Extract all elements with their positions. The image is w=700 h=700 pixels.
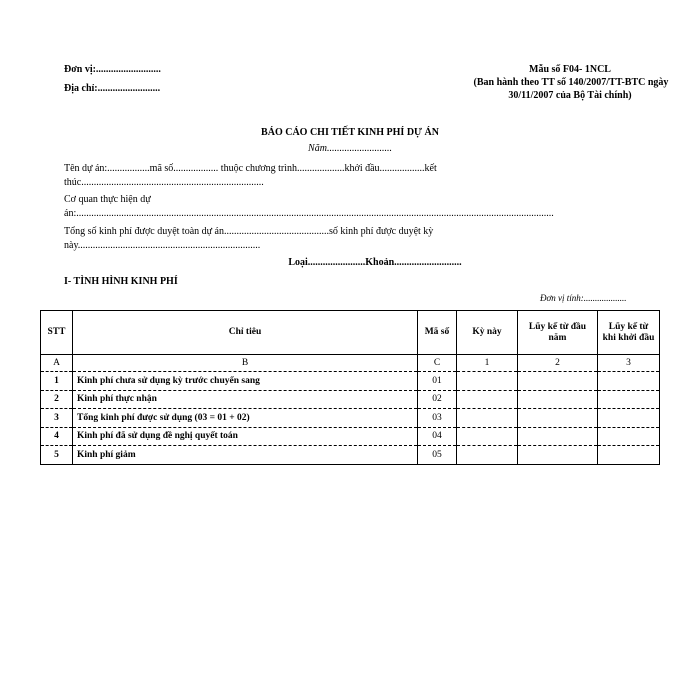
table-row <box>41 427 660 446</box>
row-stt: 1 <box>41 372 73 391</box>
row-luy-ke-khoi-dau-cell[interactable] <box>598 446 660 465</box>
section-heading: I- TÌNH HÌNH KINH PHÍ <box>64 276 178 287</box>
row-stt: 3 <box>41 409 73 428</box>
row-ma-so: 05 <box>418 446 457 465</box>
row-stt: 4 <box>41 427 73 446</box>
total-funding-line: Tổng số kinh phí được duyệt toàn dự án..........................................số kinh phí được duyệt kỳ <box>64 226 434 237</box>
label-cell: B <box>73 355 418 372</box>
row-chi-tieu: Tổng kinh phí được sử dụng (03 = 01 + 02) <box>73 409 418 428</box>
row-chi-tieu: Kinh phí giảm <box>73 446 418 465</box>
row-luy-ke-dau-nam-cell[interactable] <box>518 409 598 428</box>
header-ma-so: Mã số <box>418 311 457 355</box>
label-cell: 2 <box>518 355 598 372</box>
table-row <box>41 372 660 391</box>
label-cell: 1 <box>457 355 518 372</box>
row-luy-ke-dau-nam-cell[interactable] <box>518 372 598 391</box>
row-ma-so: 03 <box>418 409 457 428</box>
form-number: Mẫu số F04- 1NCL <box>529 64 611 75</box>
unit-label: Đơn vị tính:................... <box>540 293 627 303</box>
header-luy-ke-dau-nam: Lũy kế từ đầu năm <box>518 311 598 355</box>
row-luy-ke-khoi-dau-cell[interactable] <box>598 372 660 391</box>
header-stt: STT <box>41 311 73 355</box>
row-stt: 2 <box>41 390 73 409</box>
agency-label: Cơ quan thực hiện dự <box>64 194 151 205</box>
issued-by-line-1: (Ban hành theo TT số 140/2007/TT-BTC ngày <box>473 77 669 88</box>
row-luy-ke-khoi-dau-cell[interactable] <box>598 409 660 428</box>
don-vi-label: Đơn vị:.......................... <box>64 64 161 75</box>
label-cell: A <box>41 355 73 372</box>
row-stt: 5 <box>41 446 73 465</box>
category-line: Loại.......................Khoản........................... <box>288 257 462 268</box>
row-ky-nay-cell[interactable] <box>457 409 518 428</box>
report-year: Năm.......................... <box>308 143 392 154</box>
row-chi-tieu: Kinh phí đã sử dụng đề nghị quyết toán <box>73 427 418 446</box>
label-cell: C <box>418 355 457 372</box>
row-ky-nay-cell[interactable] <box>457 427 518 446</box>
header-chi-tieu: Chỉ tiêu <box>73 311 418 355</box>
row-luy-ke-khoi-dau-cell[interactable] <box>598 427 660 446</box>
label-cell: 3 <box>598 355 660 372</box>
row-luy-ke-dau-nam-cell[interactable] <box>518 390 598 409</box>
agency-line: án:............................................................................................................................................................................................... <box>64 208 554 219</box>
table-row <box>41 390 660 409</box>
period-funding-line: này......................................................................... <box>64 240 261 251</box>
row-ma-so: 04 <box>418 427 457 446</box>
issued-by-line-2: 30/11/2007 của Bộ Tài chính) <box>508 90 632 101</box>
row-luy-ke-dau-nam-cell[interactable] <box>518 427 598 446</box>
table-label-row <box>41 355 660 372</box>
row-chi-tieu: Kinh phí thực nhận <box>73 390 418 409</box>
row-ma-so: 02 <box>418 390 457 409</box>
funding-table <box>40 310 660 465</box>
project-name-line: Tên dự án:.................mã số.................. thuộc chương trình...................khởi đầu..................kết <box>64 163 437 174</box>
header-ky-nay: Kỳ này <box>457 311 518 355</box>
row-ky-nay-cell[interactable] <box>457 446 518 465</box>
row-ky-nay-cell[interactable] <box>457 390 518 409</box>
row-ky-nay-cell[interactable] <box>457 372 518 391</box>
table-header-row <box>41 311 660 355</box>
dia-chi-label: Địa chỉ:......................... <box>64 83 161 94</box>
row-luy-ke-khoi-dau-cell[interactable] <box>598 390 660 409</box>
report-title: BÁO CÁO CHI TIẾT KINH PHÍ DỰ ÁN <box>261 127 439 138</box>
row-luy-ke-dau-nam-cell[interactable] <box>518 446 598 465</box>
table-row <box>41 446 660 465</box>
header-luy-ke-khoi-dau: Lũy kế từ khi khởi đầu <box>598 311 660 355</box>
project-end-line: thúc......................................................................... <box>64 177 264 188</box>
row-chi-tieu: Kinh phí chưa sử dụng kỳ trước chuyển sang <box>73 372 418 391</box>
row-ma-so: 01 <box>418 372 457 391</box>
table-row <box>41 409 660 428</box>
